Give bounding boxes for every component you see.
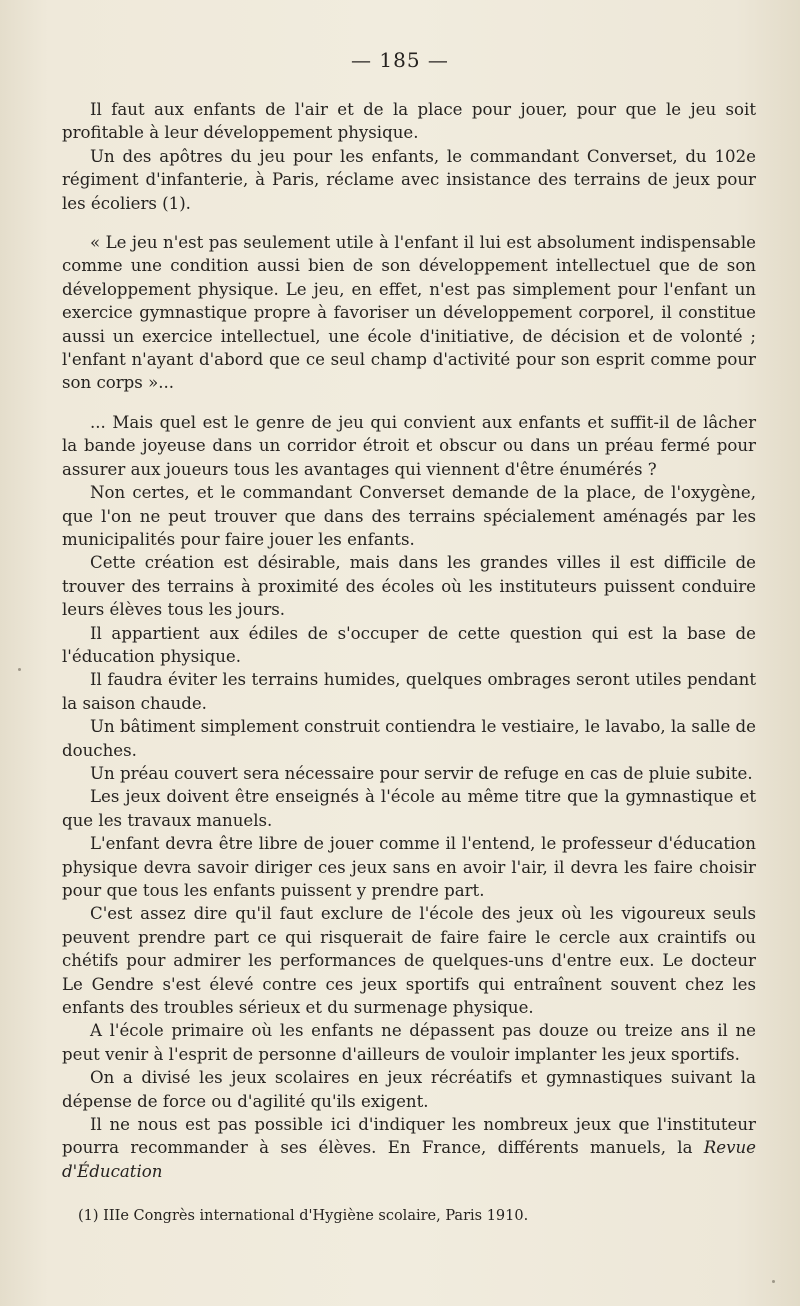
paragraph: A l'école primaire où les enfants ne dépassent pas douze ou treize ans il ne peut venir à l'esprit de personne d'ailleurs de vouloir implanter les jeux sportifs. [62,1021,756,1064]
paragraph: L'enfant devra être libre de jouer comme il l'entend, le professeur d'éducation physique devra savoir diriger ces jeux sans en avoir l'air, il devra les faire choisir pour que tous les enfants puissent y prendre part. [62,834,756,900]
body-text [62,98,756,1183]
footnote: (1) IIIe Congrès international d'Hygiène scolaire, Paris 1910. [78,1208,529,1224]
paper-speck [18,668,21,671]
paragraph: Non certes, et le commandant Converset demande de la place, de l'oxygène, que l'on ne peut trouver que dans des terrains spécialement aménagés par les municipalités pour faire jouer les enfants. [62,483,756,549]
paragraph: Il faudra éviter les terrains humides, quelques ombrages seront utiles pendant la saison chaude. [62,670,756,713]
paragraph: Les jeux doivent être enseignés à l'école au même titre que la gymnastique et que les travaux manuels. [62,787,756,830]
paragraph: On a divisé les jeux scolaires en jeux récréatifs et gymnastiques suivant la dépense de force ou d'agilité qu'ils exigent. [62,1068,756,1111]
last-paragraph [62,1113,756,1183]
paragraph: Cette création est désirable, mais dans les grandes villes il est difficile de trouver des terrains à proximité des écoles où les instituteurs puissent conduire leurs élèves tous les jours. [62,553,756,620]
paragraph: Un bâtiment simplement construit contiendra le vestiaire, le lavabo, la salle de douches. [62,717,756,760]
paragraph: C'est assez dire qu'il faut exclure de l'école des jeux où les vigoureux seuls peuvent prendre part ce qui risquerait de faire faire le cercle aux craintifs ou chétifs pour admirer les performances de quelques-uns d'entre eux. Le docteur Le Gendre s'est élevé contre ces jeux sportifs qui entraînent souvent chez les enfants des troubles sérieux et du surmenage physique. [62,904,756,1018]
paragraph: Il appartient aux édiles de s'occuper de cette question qui est la base de l'éducation physique. [62,623,756,666]
journal-title: Revue d'Éducation [62,1138,756,1181]
paragraph: Un des apôtres du jeu pour les enfants, le commandant Converset, du 102e régiment d'infanterie, à Paris, réclame avec insistance des terrains de jeux pour les écoliers (1). [62,146,756,213]
page-number: — 185 — [351,48,449,72]
quotation-paragraph: « Le jeu n'est pas seulement utile à l'enfant il lui est absolument indispensable comme une condition aussi bien de son développement intellectuel que de son développement physique. Le jeu, en effet, n'est pas simplement pour l'enfant un exercice gymnastique propre à favoriser un développement corporel, il constitue aussi un exercice intellectuel, une école d'initiative, de décision et de volonté ; l'enfant n'ayant d'abord que ce seul champ d'activité pour son esprit comme pour son corps »... [62,233,756,393]
paragraph: Il faut aux enfants de l'air et de la place pour jouer, pour que le jeu soit profitable à leur développement physique. [62,100,756,143]
footnote-area [78,1206,758,1226]
paragraph: ... Mais quel est le genre de jeu qui convient aux enfants et suffit-il de lâcher la bande joyeuse dans un corridor étroit et obscur ou dans un préau fermé pour assurer aux joueurs tous les avantages qui viennent d'être énumérés ? [62,412,756,479]
paragraph: Un préau couvert sera nécessaire pour servir de refuge en cas de pluie subite. [90,763,753,783]
paper-speck [772,1280,775,1283]
last-paragraph-text: Il ne nous est pas possible ici d'indiquer les nombreux jeux que l'instituteur pourra recommander à ses élèves. En France, différents manuels, la [62,1115,756,1158]
